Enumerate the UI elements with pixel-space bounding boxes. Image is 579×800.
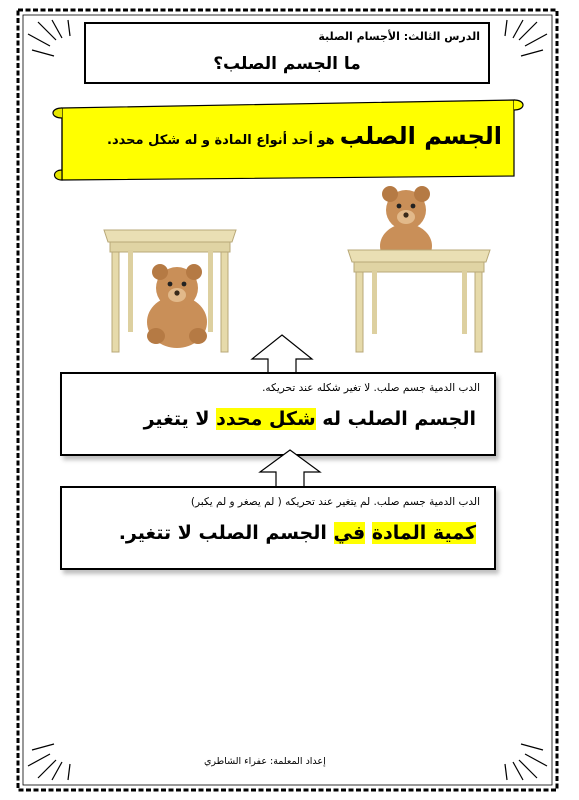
definition-term: الجسم الصلب xyxy=(339,122,502,150)
lesson-title: الدرس الثالث: الأجسام الصلبة xyxy=(318,30,480,43)
highlighted-phrase: كمية المادة xyxy=(371,522,476,544)
teddy-bear-icon xyxy=(147,264,207,348)
statement-text: الجسم الصلب له xyxy=(322,408,476,430)
observation-1-statement xyxy=(144,408,476,430)
up-arrow-icon xyxy=(250,333,314,375)
observation-1-caption: الدب الدمية جسم صلب. لا تغير شكله عند تحريكه. xyxy=(262,382,480,394)
highlighted-phrase: شكل محدد xyxy=(216,408,316,430)
author-credit: إعداد المعلمة: عفراء الشاطري xyxy=(204,756,326,767)
observation-2-caption: الدب الدمية جسم صلب. لم يتغير عند تحريكه ( لم يصغر و لم يكبر) xyxy=(190,496,480,508)
observation-box-1 xyxy=(60,372,496,456)
observation-2-statement xyxy=(119,522,476,544)
highlighted-phrase: في xyxy=(333,522,366,544)
teddy-on-table-image xyxy=(344,180,494,355)
teddy-under-table-image xyxy=(100,220,240,355)
observation-box-2 xyxy=(60,486,496,570)
main-question: ما الجسم الصلب؟ xyxy=(213,54,361,74)
definition-text: هو أحد أنواع المادة و له شكل محدد. xyxy=(107,133,335,148)
header-box xyxy=(84,22,490,84)
definition xyxy=(72,122,502,162)
up-arrow-icon xyxy=(258,448,322,488)
statement-text: لا يتغير xyxy=(143,408,210,430)
statement-text: الجسم الصلب لا تتغير. xyxy=(118,522,327,544)
